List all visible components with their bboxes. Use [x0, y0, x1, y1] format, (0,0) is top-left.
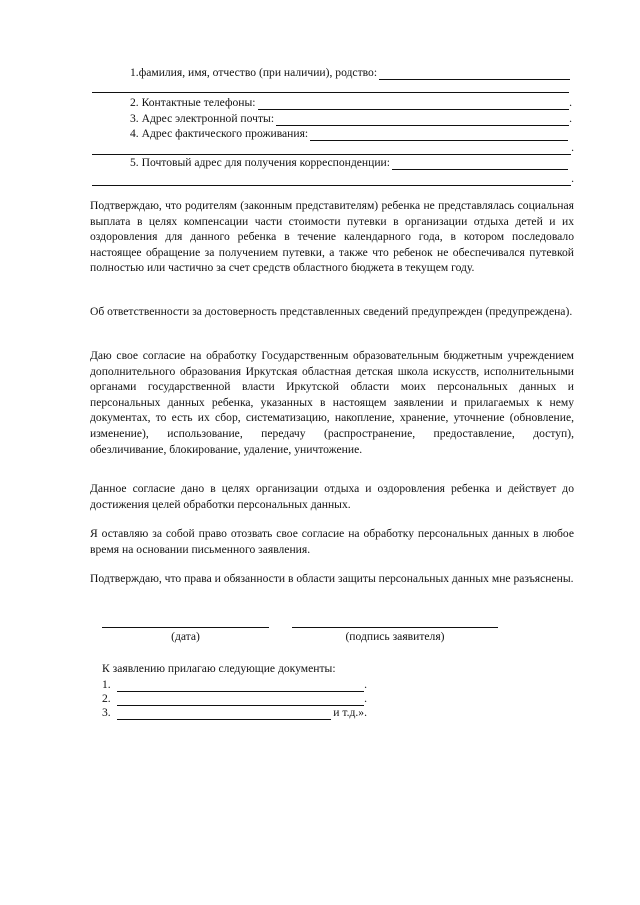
attachment-item-number: 1.	[102, 678, 111, 691]
field-postal-blank-2[interactable]	[92, 174, 571, 186]
date-caption: (дата)	[171, 630, 200, 643]
field-email-blank[interactable]	[276, 114, 569, 126]
field-postal	[130, 156, 568, 170]
field-email: 3. Адрес электронной почты: .	[130, 112, 572, 125]
field-fio-label: 1.фамилия, имя, отчество (при наличии), родство:	[130, 66, 378, 79]
attachment-item-3: 3. и т.д.».	[102, 706, 367, 719]
field-fio	[130, 66, 570, 80]
field-fio-blank[interactable]	[379, 68, 570, 80]
attachment-item-3-blank[interactable]	[117, 708, 332, 720]
paragraph-responsibility: Об ответственности за достоверность представленных сведений предупрежден (предупреждена).	[90, 305, 573, 318]
attachment-item-2-blank[interactable]	[117, 694, 364, 706]
field-postal-line2: .	[92, 172, 574, 186]
date-line[interactable]	[102, 627, 269, 628]
attachments-intro: К заявлению прилагаю следующие документы:	[102, 662, 336, 675]
field-address-line2: .	[92, 141, 574, 155]
field-fio-continuation-line[interactable]	[92, 92, 569, 93]
signature-caption: (подпись заявителя)	[345, 630, 445, 643]
signature-line[interactable]	[292, 627, 498, 628]
attachment-item-2: 2. .	[102, 692, 367, 705]
attachment-item-number: 2.	[102, 692, 111, 705]
field-email-label: 3. Адрес электронной почты:	[130, 112, 275, 125]
field-postal-blank[interactable]	[392, 158, 568, 170]
field-address-label: 4. Адрес фактического проживания:	[130, 127, 309, 140]
attachment-item-1-blank[interactable]	[117, 680, 364, 692]
paragraph-revoke-right: Я оставляю за собой право отозвать свое согласие на обработку персональных данных в любое время на основании письменного заявления.	[90, 527, 574, 556]
field-postal-label: 5. Почтовый адрес для получения корреспонденции:	[130, 156, 390, 169]
attachment-item-1: 1. .	[102, 678, 367, 691]
paragraph-no-payment-confirmation: Подтверждаю, что родителям (законным представителям) ребенка не представлялась социальная выплата в целях компенсации части стоимости путевки в организации отдыха детей и их оздоровления для данного ребенка в течение календарного года, в котором последовало настоящее обращение за получением путевки, а также что ребенок не обеспечивался путевкой полностью или частично за счет средств областного бюджета в текущем году.	[90, 199, 574, 275]
field-phones-label: 2. Контактные телефоны:	[130, 96, 256, 109]
field-phones-blank[interactable]	[258, 98, 570, 110]
paragraph-rights-explained: Подтверждаю, что права и обязанности в области защиты персональных данных мне разъяснены.	[90, 572, 574, 585]
field-address	[130, 127, 568, 141]
field-address-blank[interactable]	[310, 129, 568, 141]
field-phones: 2. Контактные телефоны: .	[130, 96, 572, 109]
field-address-blank-2[interactable]	[92, 143, 571, 155]
attachment-item-number: 3.	[102, 706, 111, 719]
paragraph-consent: Даю свое согласие на обработку Государственным образовательным бюджетным учреждением дополнительного образования Иркутская областная детская школа искусств, исполнительными органами государственной власти Иркутской области моих персональных данных и персональных данных ребенка, указанных в настоящем заявлении и прилагаемых к нему документах, то есть их сбор, систематизацию, накопление, хранение, уточнение (обновление, изменение), использование, передачу (распространение, предоставление, доступ), обезличивание, блокирование, удаление, уничтожение.	[90, 349, 574, 456]
paragraph-consent-purpose: Данное согласие дано в целях организации отдыха и оздоровления ребенка и действует до достижения целей обработки персональных данных.	[90, 482, 574, 511]
